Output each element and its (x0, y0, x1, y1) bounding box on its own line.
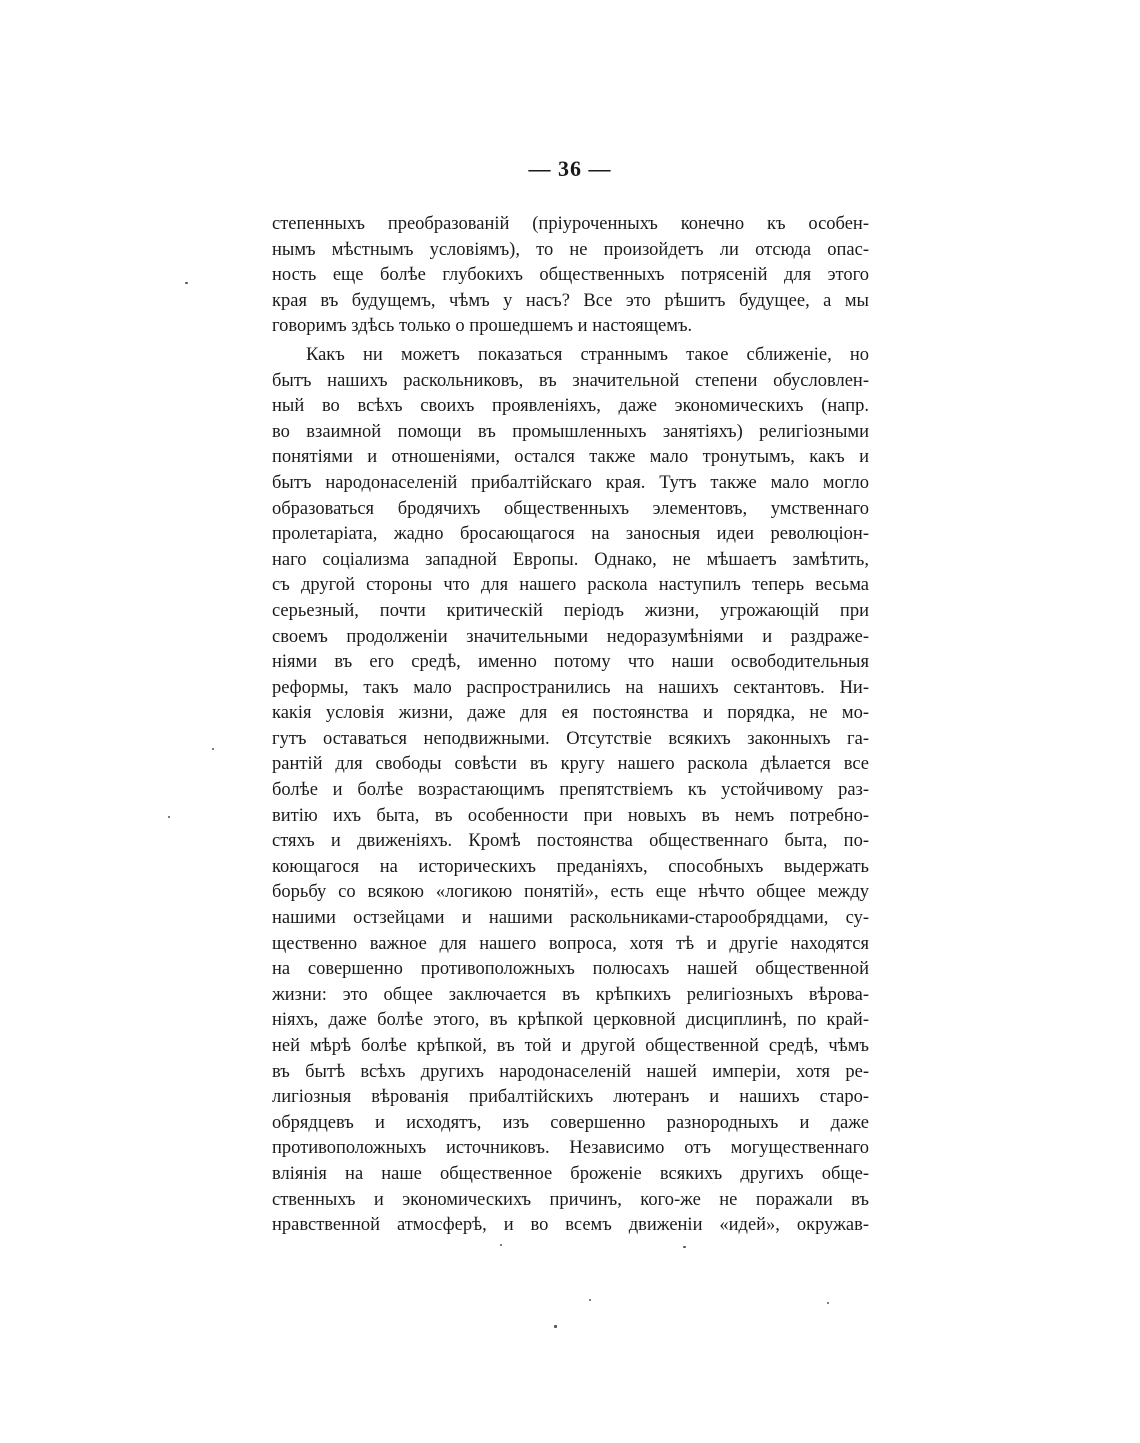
text-line: витію ихъ быта, въ особенности при новыхъ въ немъ потребно- (272, 805, 869, 826)
text-line: въ бытѣ всѣхъ другихъ народонаселеній нашей имперіи, хотя ре- (272, 1061, 869, 1082)
text-line: лигіозныя вѣрованія прибалтійскихъ лютеранъ и нашихъ старо- (272, 1087, 869, 1108)
text-line: края въ будущемъ, чѣмъ у насъ? Все это рѣшитъ будущее, а мы (272, 290, 869, 311)
text-line: говоримъ здѣсь только о прошедшемъ и настоящемъ. (272, 316, 693, 337)
text-line: борьбу со всякою «логикою понятій», есть еще нѣчто общее между (272, 882, 869, 903)
text-line: степенныхъ преобразованій (пріуроченныхъ конечно къ особен- (272, 214, 869, 234)
text-line: обрядцевъ и исходятъ, изъ совершенно разнородныхъ и даже (272, 1112, 869, 1133)
text-line: ственныхъ и экономическихъ причинъ, кого-же не поражали въ (272, 1189, 869, 1210)
scan-speck (827, 1302, 829, 1304)
text-line: Какъ ни можетъ показаться страннымъ такое сближеніе, но (306, 344, 869, 365)
text-line: щественно важное для нашего вопроса, хотя тѣ и другіе находятся (272, 933, 869, 954)
text-line: ность еще болѣе глубокихъ общественныхъ потрясеній для этого (272, 265, 869, 286)
text-line: понятіями и отношеніями, остался также мало тронутымъ, какъ и (272, 447, 869, 468)
text-line: какія условія жизни, даже для ея постоянства и порядка, не мо- (272, 703, 869, 724)
scan-speck (212, 748, 214, 750)
text-line: ніяхъ, даже болѣе этого, въ крѣпкой церковной дисциплинѣ, по край- (272, 1010, 869, 1031)
text-line: нымъ мѣстнымъ условіямъ), то не произойдетъ ли отсюда опас- (272, 239, 869, 260)
text-line: жизни: это общее заключается въ крѣпкихъ религіозныхъ вѣрова- (272, 984, 869, 1005)
text-line: реформы, такъ мало распространились на нашихъ сектантовъ. Ни- (272, 677, 869, 698)
text-line: нашими остзейцами и нашими раскольниками-старообрядцами, су- (272, 908, 869, 929)
text-line: на совершенно противоположныхъ полюсахъ нашей общественной (272, 959, 869, 980)
text-line: наго соціализма западной Европы. Однако, не мѣшаетъ замѣтить, (272, 549, 869, 570)
text-line: коющагося на историческихъ преданіяхъ, способныхъ выдержать (272, 856, 869, 877)
paragraph (272, 343, 869, 1239)
text-line: ный во всѣхъ своихъ проявленіяхъ, даже экономическихъ (напр. (272, 396, 869, 417)
text-line: гутъ оставаться неподвижными. Отсутствіе всякихъ законныхъ га- (272, 728, 869, 749)
text-line: стяхъ и движеніяхъ. Кромѣ постоянства общественнаго быта, по- (272, 831, 869, 852)
text-line: нравственной атмосферѣ, и во всемъ движеніи «идей», окружав- (272, 1215, 869, 1236)
text-line: болѣе и болѣе возрастающимъ препятствіемъ къ устойчивому раз- (272, 780, 869, 801)
text-line: образоваться бродячихъ общественныхъ элементовъ, умственнаго (272, 498, 869, 519)
body-text (272, 212, 869, 1239)
page-number: — 36 — (528, 156, 612, 181)
text-line: пролетаріата, жадно бросающагося на заносныя идеи революціон- (272, 524, 869, 545)
text-line: бытъ нашихъ раскольниковъ, въ значительной степени обусловлен- (272, 370, 869, 391)
text-line: ніями въ его средѣ, именно потому что наши освободительныя (272, 652, 869, 673)
text-line: противоположныхъ источниковъ. Независимо отъ могущественнаго (272, 1138, 869, 1159)
text-line: вліянія на наше общественное броженіе всякихъ другихъ обще- (272, 1163, 869, 1184)
scan-speck (683, 1246, 686, 1248)
text-line: серьезный, почти критическій періодъ жизни, угрожающій при (272, 600, 869, 621)
text-line: рантій для свободы совѣсти въ кругу нашего раскола дѣлается все (272, 754, 869, 775)
text-line: бытъ народонаселеній прибалтійскаго края. Тутъ также мало могло (272, 472, 869, 493)
text-line: во взаимной помощи въ промышленныхъ занятіяхъ) религіозными (272, 421, 869, 442)
scan-speck (185, 282, 188, 284)
text-line: ней мѣрѣ болѣе крѣпкой, въ той и другой общественной средѣ, чѣмъ (272, 1036, 869, 1056)
text-line: съ другой стороны что для нашего раскола наступилъ теперь весьма (272, 575, 869, 596)
scan-speck (168, 816, 170, 818)
scan-speck (554, 1325, 557, 1328)
paragraph (272, 212, 869, 340)
scan-speck (500, 1244, 502, 1246)
text-line: своемъ продолженіи значительными недоразумѣніями и раздраже- (272, 626, 869, 647)
scan-speck (589, 1299, 591, 1301)
